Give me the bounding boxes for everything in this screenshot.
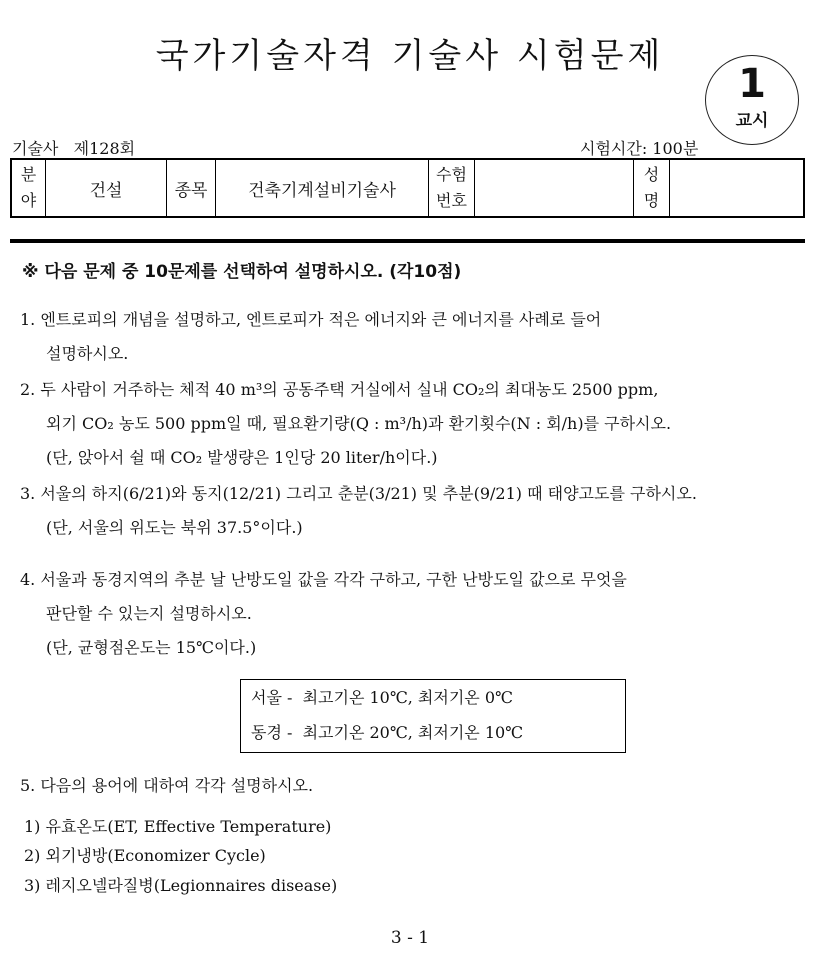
question-line: (단, 앉아서 쉴 때 CO₂ 발생량은 1인당 20 liter/h이다.) bbox=[46, 448, 438, 467]
sub-item-2: 2) 외기냉방(Economizer Cycle) bbox=[24, 846, 266, 865]
period-badge bbox=[705, 55, 799, 145]
question-line: (단, 균형점온도는 15℃이다.) bbox=[46, 638, 257, 657]
seoul-temps: 서울 - 최고기온 10℃, 최저기온 0℃ bbox=[251, 688, 513, 707]
field-label: 분 야 bbox=[11, 159, 46, 217]
question-line: 4. 서울과 동경지역의 추분 날 난방도일 값을 각각 구하고, 구한 난방도일 값으로 무엇을 bbox=[20, 570, 627, 589]
exam-round: 기술사 제128회 bbox=[12, 139, 136, 158]
sub-item-1: 1) 유효온도(ET, Effective Temperature) bbox=[24, 817, 332, 836]
question-4 bbox=[20, 563, 810, 665]
exam-number-field[interactable] bbox=[475, 159, 634, 217]
climate-data-box bbox=[240, 679, 626, 753]
name-label: 성 명 bbox=[634, 159, 670, 217]
page-title: 국가기술자격 기술사 시험문제 bbox=[155, 36, 665, 76]
name-field[interactable] bbox=[670, 159, 805, 217]
field-value: 건설 bbox=[46, 159, 167, 217]
period-number: 1 bbox=[738, 61, 766, 107]
period-label: 교시 bbox=[735, 111, 769, 131]
question-line: 2. 두 사람이 거주하는 체적 40 m³의 공동주택 거실에서 실내 CO₂의 최대농도 2500 ppm, bbox=[20, 380, 659, 399]
question-line: 5. 다음의 용어에 대하여 각각 설명하시오. bbox=[20, 776, 314, 795]
exam-time: 시험시간: 100분 bbox=[580, 139, 699, 158]
question-line: 판단할 수 있는지 설명하시오. bbox=[46, 604, 252, 623]
question-5 bbox=[20, 769, 810, 803]
sub-item-3: 3) 레지오넬라질병(Legionnaires disease) bbox=[24, 876, 338, 895]
tokyo-temps: 동경 - 최고기온 20℃, 최저기온 10℃ bbox=[251, 723, 524, 742]
question-line: 외기 CO₂ 농도 500 ppm일 때, 필요환기량(Q : m³/h)과 환기횟수(N : 회/h)를 구하시오. bbox=[46, 414, 672, 433]
question-2 bbox=[20, 373, 810, 475]
question-1 bbox=[20, 303, 810, 371]
instruction: ※ 다음 문제 중 10문제를 선택하여 설명하시오. (각10점) bbox=[22, 262, 462, 282]
item-label: 종목 bbox=[167, 159, 216, 217]
question-line: 1. 엔트로피의 개념을 설명하고, 엔트로피가 적은 에너지와 큰 에너지를 사례로 들어 bbox=[20, 310, 602, 329]
question-line: 3. 서울의 하지(6/21)와 동지(12/21) 그리고 춘분(3/21) 및 추분(9/21) 때 태양고도를 구하시오. bbox=[20, 484, 697, 503]
question-line: (단, 서울의 위도는 북위 37.5°이다.) bbox=[46, 518, 303, 537]
question-3 bbox=[20, 477, 810, 545]
item-value: 건축기계설비기술사 bbox=[216, 159, 429, 217]
page-number: 3 - 1 bbox=[390, 928, 430, 948]
candidate-info-table bbox=[10, 158, 805, 218]
question-line: 설명하시오. bbox=[46, 344, 129, 363]
exam-number-label: 수험 번호 bbox=[429, 159, 475, 217]
divider bbox=[10, 239, 805, 243]
